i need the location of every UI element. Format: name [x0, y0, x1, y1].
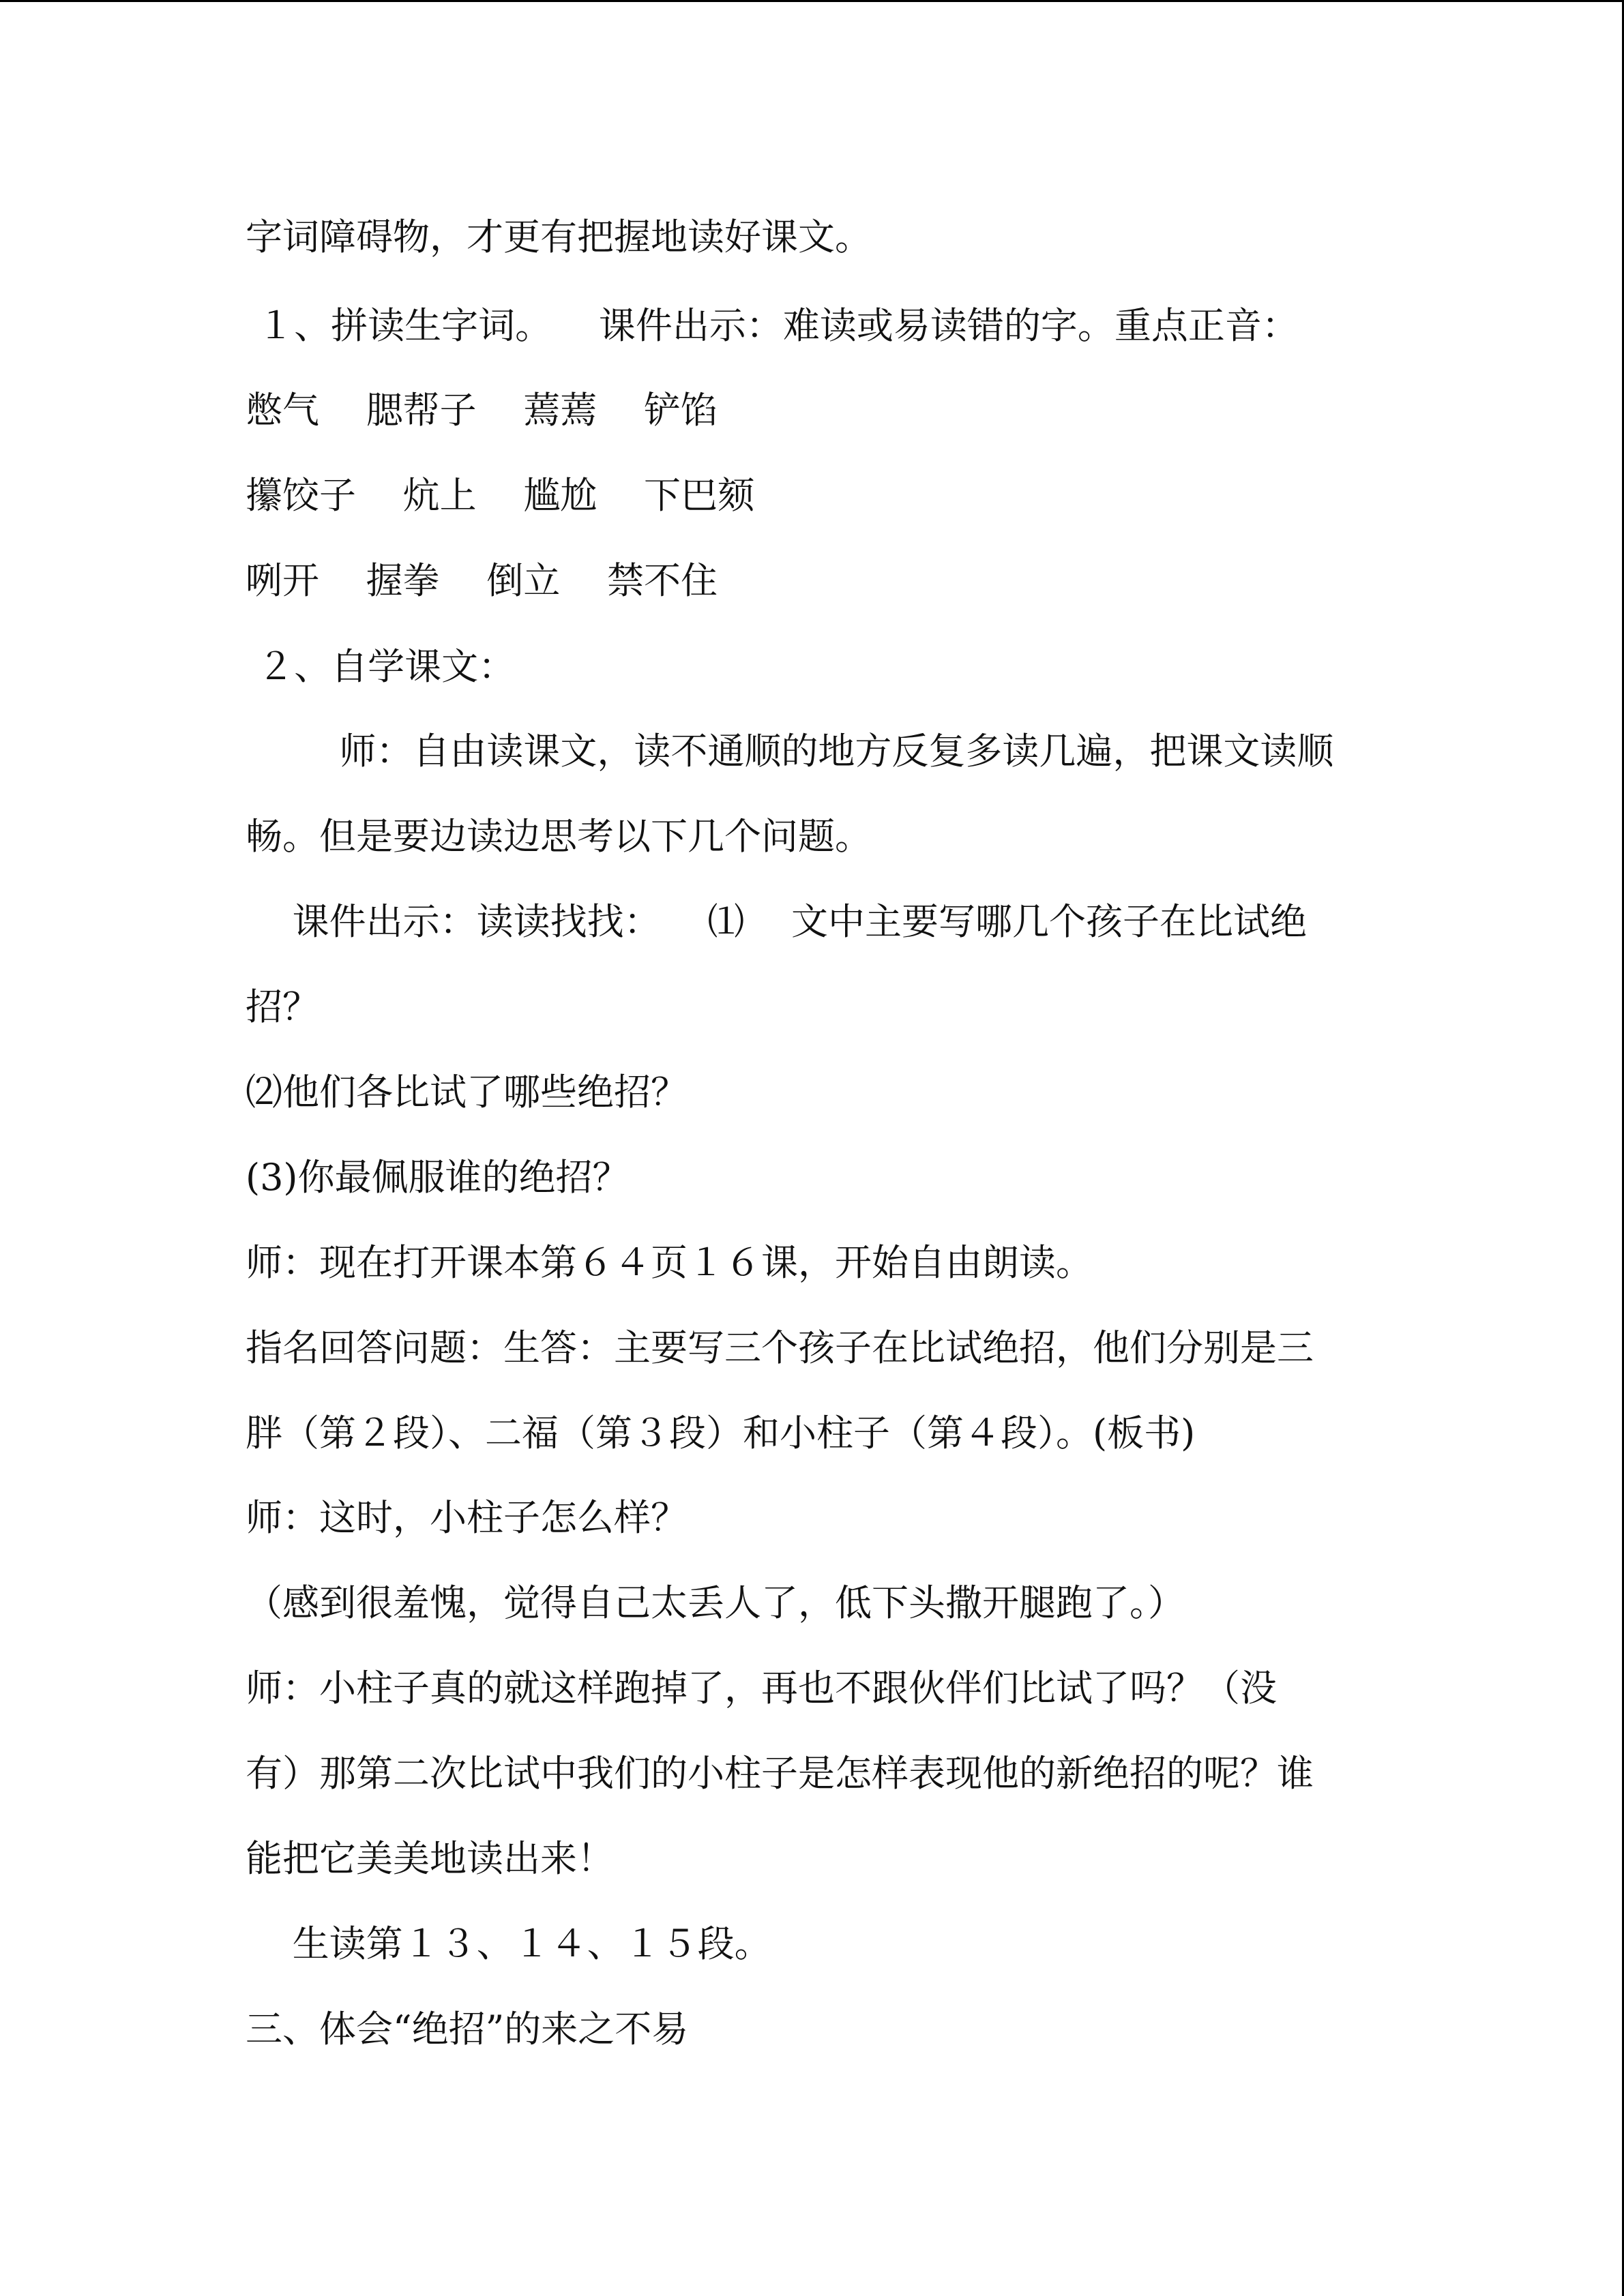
text-line: 畅。但是要边读边思考以下几个问题。	[246, 815, 872, 858]
text-line: 憋气 腮帮子 蔫蔫 铲馅	[246, 389, 718, 432]
text-line: ２、自学课文：	[246, 645, 516, 688]
text-line: 师：小柱子真的就这样跑掉了，再也不跟伙伴们比试了吗？（没	[246, 1667, 1277, 1710]
text-line: 字词障碍物，才更有把握地读好课文。	[246, 215, 872, 258]
text-line: 师：自由读课文，读不通顺的地方反复多读几遍，把课文读顺	[246, 730, 1334, 773]
text-line: １、拼读生字词。 课件出示：难读或易读错的字。重点正音：	[246, 304, 1299, 347]
text-line: 指名回答问题：生答：主要写三个孩子在比试绝招，他们分别是三	[246, 1326, 1314, 1369]
text-line: 师：现在打开课本第６４页１６课，开始自由朗读。	[246, 1241, 1093, 1284]
text-line: 招？	[246, 985, 319, 1028]
text-line: (3)你最佩服谁的绝招？	[246, 1156, 630, 1199]
text-line: 攥饺子 炕上 尴尬 下巴颏	[246, 474, 754, 517]
text-line: 课件出示：读读找找： ⑴ 文中主要写哪几个孩子在比试绝	[246, 900, 1307, 943]
text-line: （感到很羞愧，觉得自己太丢人了，低下头撒开腿跑了。）	[246, 1581, 1185, 1624]
text-line: 胖（第２段）、二福（第３段）和小柱子（第４段）。(板书)	[246, 1412, 1196, 1455]
text-line: 能把它美美地读出来！	[246, 1837, 614, 1880]
text-line: 生读第１３、１４、１５段。	[246, 1922, 771, 1965]
text-line: 有）那第二次比试中我们的小柱子是怎样表现他的新绝招的呢？谁	[246, 1752, 1314, 1795]
text-line: 三、体会“绝招”的来之不易	[246, 2008, 689, 2051]
text-line: ⑵他们各比试了哪些绝招？	[246, 1071, 688, 1114]
text-line: 师：这时，小柱子怎么样？	[246, 1496, 688, 1539]
text-line: 咧开 握拳 倒立 禁不住	[246, 559, 718, 602]
